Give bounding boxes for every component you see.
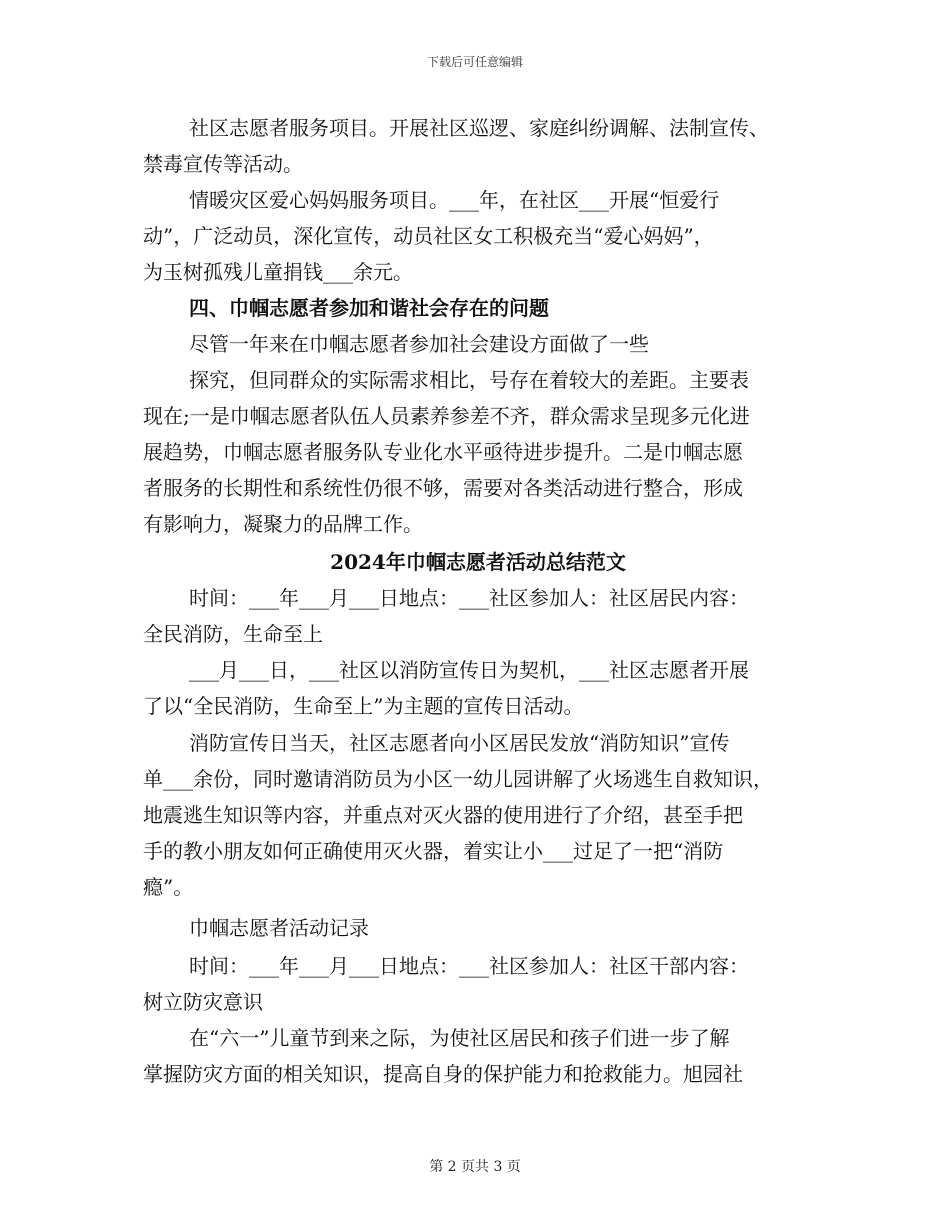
paragraph-line: 瘾”。: [143, 875, 194, 899]
paragraph-line: 探究，但同群众的实际需求相比，号存在着较大的差距。主要表: [189, 368, 749, 392]
paragraph-line: 为玉树孤残儿童捐钱___余元。: [143, 260, 413, 284]
section-heading: 巾帼志愿者活动记录: [189, 916, 369, 940]
document-title: 2024年巾帼志愿者活动总结范文: [330, 550, 626, 574]
paragraph-line: 全民消防，生命至上: [143, 622, 323, 646]
paragraph-line: 尽管一年来在巾帼志愿者参加社会建设方面做了一些: [189, 332, 649, 356]
paragraph-line: 时间：___年___月___日地点：___社区参加人：社区居民内容：: [189, 586, 749, 610]
page-footer: 第 2 页共 3 页: [429, 1159, 521, 1175]
paragraph-line: 社区志愿者服务项目。开展社区巡逻、家庭纠纷调解、法制宣传、: [189, 116, 769, 140]
paragraph-line: 禁毒宣传等活动。: [143, 152, 303, 176]
paragraph-line: 了以“全民消防，生命至上”为主题的宣传日活动。: [143, 694, 584, 718]
paragraph-line: 消防宣传日当天，社区志愿者向小区居民发放“消防知识”宣传: [189, 731, 730, 755]
paragraph-line: 地震逃生知识等内容，并重点对灭火器的使用进行了介绍，甚至手把: [143, 803, 743, 827]
paragraph-line: 者服务的长期性和系统性仍很不够，需要对各类活动进行整合，形成: [143, 476, 743, 500]
page-header: 下载后可任意编辑: [426, 55, 523, 69]
paragraph-line: 手的教小朋友如何正确使用灭火器，着实让小___过足了一把“消防: [143, 839, 724, 863]
paragraph-line: 时间：___年___月___日地点：___社区参加人：社区干部内容：: [189, 954, 749, 978]
paragraph-line: 树立防灾意识: [143, 990, 263, 1014]
paragraph-line: ___月___日，___社区以消防宣传日为契机，___社区志愿者开展: [189, 658, 749, 682]
paragraph-line: 动”，广泛动员，深化宣传，动员社区女工积极充当“爱心妈妈”，: [143, 224, 714, 248]
paragraph-line: 在“六一”儿童节到来之际，为使社区居民和孩子们进一步了解: [189, 1026, 730, 1050]
paragraph-line: 情暖灾区爱心妈妈服务项目。___年，在社区___开展“恒爱行: [189, 188, 720, 212]
paragraph-line: 现在;一是巾帼志愿者队伍人员素养参差不齐，群众需求呈现多元化进: [143, 404, 750, 428]
paragraph-line: 展趋势，巾帼志愿者服务队专业化水平亟待进步提升。二是巾帼志愿: [143, 440, 743, 464]
paragraph-line: 掌握防灾方面的相关知识，提高自身的保护能力和抢救能力。旭园社: [143, 1062, 743, 1086]
section-heading: 四、巾帼志愿者参加和谐社会存在的问题: [189, 296, 549, 320]
paragraph-line: 有影响力，凝聚力的品牌工作。: [143, 512, 423, 536]
paragraph-line: 单___余份，同时邀请消防员为小区一幼儿园讲解了火场逃生自救知识，: [143, 767, 773, 791]
